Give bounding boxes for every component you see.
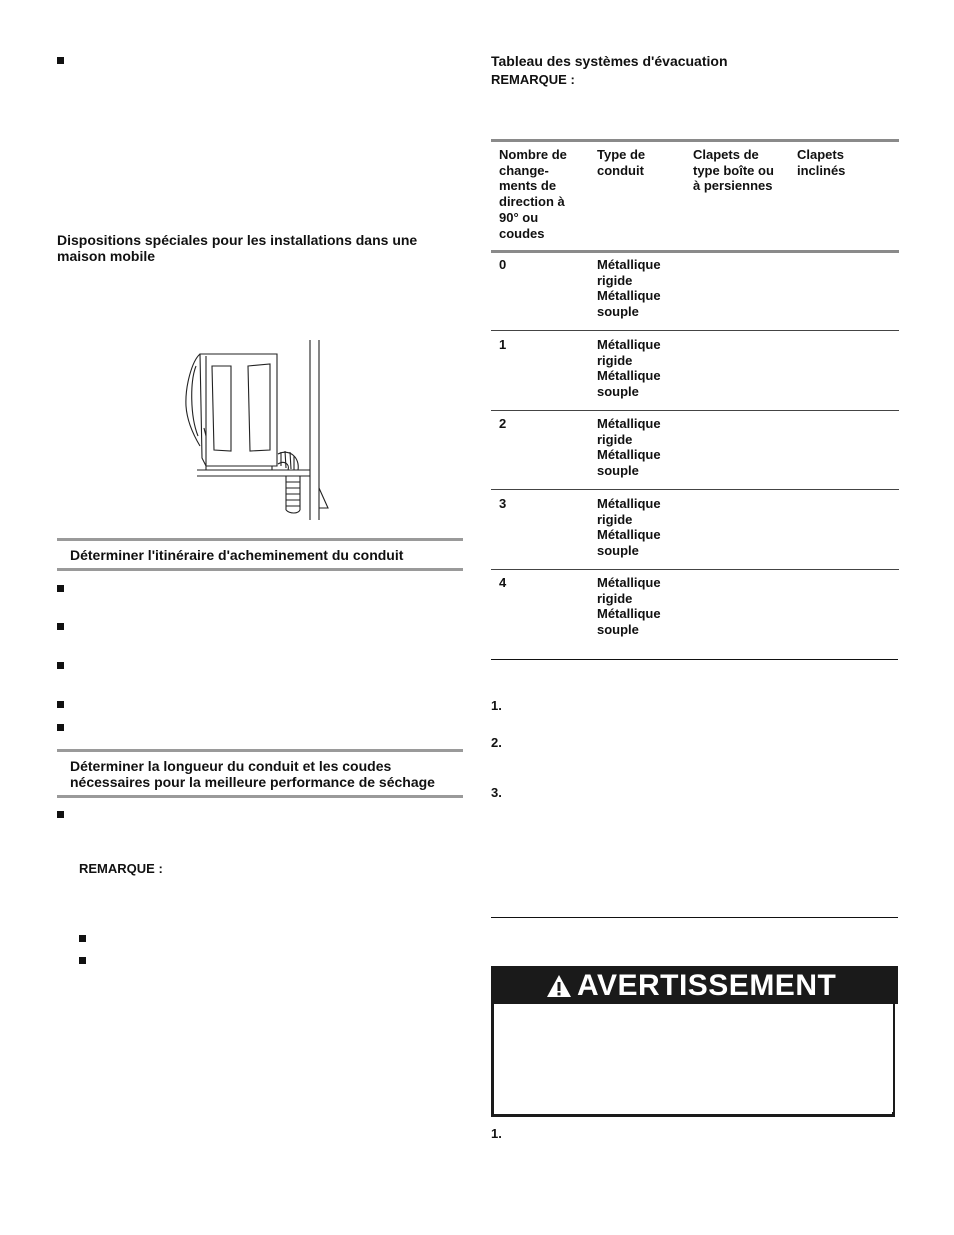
bullet-marker (79, 935, 86, 942)
bullet-marker (57, 724, 64, 731)
table-row-type: Métallique souple (597, 447, 661, 478)
bullet-marker (57, 623, 64, 630)
table-row-type: Métallique rigide (597, 496, 661, 527)
table-row-count: 0 (499, 257, 507, 272)
divider-rule (491, 917, 898, 918)
step-number: 1. (491, 1126, 502, 1141)
table-row-count: 2 (499, 416, 507, 431)
heading-mobile-home: Dispositions spéciales pour les installations dans une maison mobile (57, 232, 418, 264)
warning-content (497, 1004, 893, 1112)
table-row-type: Métallique souple (597, 527, 661, 558)
table-header-cell: Clapets inclinés (797, 147, 846, 178)
section-length: Déterminer la longueur du conduit et les coudes nécessaires pour la meilleure performance de séchage (57, 749, 463, 798)
table-row-type: Métallique rigide (597, 257, 661, 288)
note-label: REMARQUE : (491, 72, 575, 87)
section-route: Déterminer l'itinéraire d'acheminement du conduit (57, 538, 463, 571)
table-row-type: Métallique souple (597, 606, 661, 637)
table-title: Tableau des systèmes d'évacuation (491, 53, 728, 69)
bullet-marker (57, 662, 64, 669)
table-top-rule (491, 139, 899, 142)
bullet-marker (57, 701, 64, 708)
dryer-installation-illustration (182, 336, 332, 522)
table-row-type: Métallique rigide (597, 337, 661, 368)
note-label: REMARQUE : (79, 861, 163, 876)
step-number: 1. (491, 698, 502, 713)
table-row-rule (491, 489, 899, 490)
table-row-type: Métallique rigide (597, 575, 661, 606)
table-row-rule (491, 410, 899, 411)
step-number: 3. (491, 785, 502, 800)
table-header-cell: Nombre de change-ments de direction à 90° ou coudes (499, 147, 567, 241)
warning-triangle-icon (546, 974, 572, 998)
table-bottom-rule (491, 659, 898, 660)
table-row-count: 1 (499, 337, 507, 352)
step-number: 2. (491, 735, 502, 750)
table-row-type: Métallique souple (597, 368, 661, 399)
table-row-type: Métallique rigide (597, 416, 661, 447)
bullet-marker (57, 585, 64, 592)
warning-title: AVERTISSEMENT (577, 969, 837, 1002)
bullet-marker (57, 811, 64, 818)
table-row-count: 3 (499, 496, 507, 511)
table-header-cell: Clapets de type boîte ou à persiennes (693, 147, 774, 194)
bullet-marker (57, 57, 64, 64)
bullet-marker (79, 957, 86, 964)
table-header-cell: Type de conduit (597, 147, 646, 178)
table-header-rule (491, 250, 899, 253)
table-row-type: Métallique souple (597, 288, 661, 319)
table-row-count: 4 (499, 575, 507, 590)
table-row-rule (491, 330, 899, 331)
table-row-rule (491, 569, 899, 570)
